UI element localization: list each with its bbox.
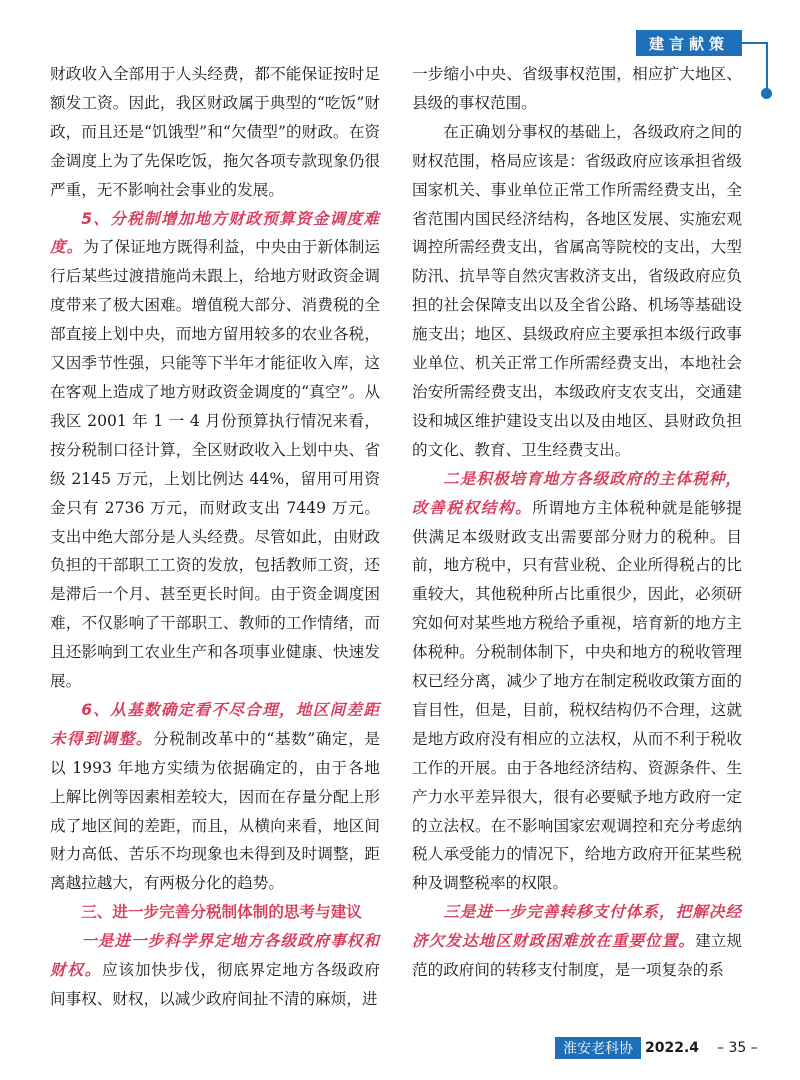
subsection-heading: 6、从基数确定看不尽合理，地区间差距未得到调整。 bbox=[50, 700, 380, 748]
paragraph bbox=[50, 927, 380, 1014]
paragraph: 财政收入全部用于人头经费，都不能保证按时足额发工资。因此，我区财政属于典型的“吃饭”财政，而且还是“饥饿型”和“欠债型”的财政。在资金调度上为了先保吃饭，拖欠各项专款现象仍很严重，无不影响社会事业的发展。 bbox=[50, 65, 380, 199]
issue-number: 2022.4 bbox=[645, 1040, 700, 1056]
paragraph-body: 为了保证地方既得利益，中央由于新体制运行后某些过渡措施尚未跟上，给地方财政资金调度带来了极大困难。增值税大部分、消费税的全部直接上划中央，而地方留用较多的农业各税，又因季节性强，只能等下半年才能征收入库，这在客观上造成了地方财政资金调度的“真空”。从我区 2001 年 1 一 4 月份预算执行情况来看，按分税制口径计算，全区财政收入上划中央、省级 2145 万元，上划比例达 44%，留用可用资金只有 2736 万元，而财政支出 7449 万元。支出中绝大部分是人头经费。尽管如此，由财政负担的干部职工工资的发放，包括教师工资，还是滞后一个月、甚至更长时间。由于资金调度困难，不仅影响了干部职工、教师的工作情绪，而且还影响到工农业生产和各项事业健康、快速发展。 bbox=[50, 238, 380, 691]
page-number: – 35 – bbox=[717, 1040, 758, 1056]
subsection-heading: 二是积极培育地方各级政府的主体税种，改善税权结构。 bbox=[412, 469, 742, 517]
paragraph bbox=[412, 898, 742, 985]
paragraph: 在正确划分事权的基础上，各级政府之间的财权范围，格局应该是：省级政府应该承担省级国家机关、事业单位正常工作所需经费支出，全省范围内国民经济结构，各地区发展、实施宏观调控所需经费支出，省属高等院校的支出，大型防汛、抗旱等自然灾害救济支出，省级政府应负担的社会保障支出以及全省公路、机场等基础设施支出；地区、县级政府应主要承担本级行政事业单位、机关正常工作所需经费支出，本地社会治安所需经费支出，本级政府支农支出，交通建设和城区维护建设支出以及由地区、县财政负担的文化、教育、卫生经费支出。 bbox=[412, 122, 742, 459]
left-column bbox=[50, 60, 380, 1014]
tag-vertical-line bbox=[766, 42, 768, 92]
section-heading: 三、进一步完善分税制体制的思考与建议 bbox=[81, 903, 362, 922]
paragraph-body: 建立规范的政府间的转移支付制度，是一项复杂的系 bbox=[412, 932, 742, 980]
subsection-heading: 5、分税制增加地方财政预算资金调度难度。 bbox=[50, 209, 380, 257]
tag-dot-icon bbox=[761, 88, 772, 99]
subsection-heading: 三是进一步完善转移支付体系，把解决经济欠发达地区财政困难放在重要位置。 bbox=[412, 903, 742, 951]
paragraph bbox=[412, 465, 742, 899]
paragraph bbox=[50, 696, 380, 898]
right-column bbox=[412, 60, 742, 985]
paragraph-body: 分税制改革中的“基数”确定，是以 1993 年地方实绩为依据确定的，由于各地上解比例等因素相差较大，因而在存量分配上形成了地区间的差距，而且，从横向来看，地区间财力高低、苦乐不均现象也未得到及时调整，距离越拉越大，有两极分化的趋势。 bbox=[50, 729, 380, 893]
section-tag: 建言献策 bbox=[636, 30, 742, 56]
tag-connector-line bbox=[742, 42, 768, 44]
paragraph: 一步缩小中央、省级事权范围，相应扩大地区、县级的事权范围。 bbox=[412, 65, 742, 112]
subsection-heading: 一是进一步科学界定地方各级政府事权和财权。 bbox=[50, 932, 380, 980]
paragraph-body: 所谓地方主体税种就是能够提供满足本级财政支出需要部分财力的税种。目前，地方税中，只有营业税、企业所得税占的比重较大，其他税种所占比重很少，因此，必须研究如何对某些地方税给予重视，培育新的地方主体税种。分税制体制下，中央和地方的税收管理权已经分离，减少了地方在制定税收政策方面的盲目性，但是，目前，税权结构仍不合理，这就是地方政府没有相应的立法权，从而不利于税收工作的开展。由于各地经济结构、资源条件、生产力水平差异很大，很有必要赋予地方政府一定的立法权。在不影响国家宏观调控和充分考虑纳税人承受能力的情况下，给地方政府开征某些税种及调整税率的权限。 bbox=[412, 498, 742, 893]
magazine-name: 淮安老科协 bbox=[555, 1037, 641, 1059]
paragraph-body: 应该加快步伐，彻底界定地方各级政府间事权、财权，以减少政府间扯不清的麻烦，进 bbox=[50, 961, 380, 1008]
page-footer bbox=[555, 1037, 758, 1059]
paragraph bbox=[50, 205, 380, 696]
